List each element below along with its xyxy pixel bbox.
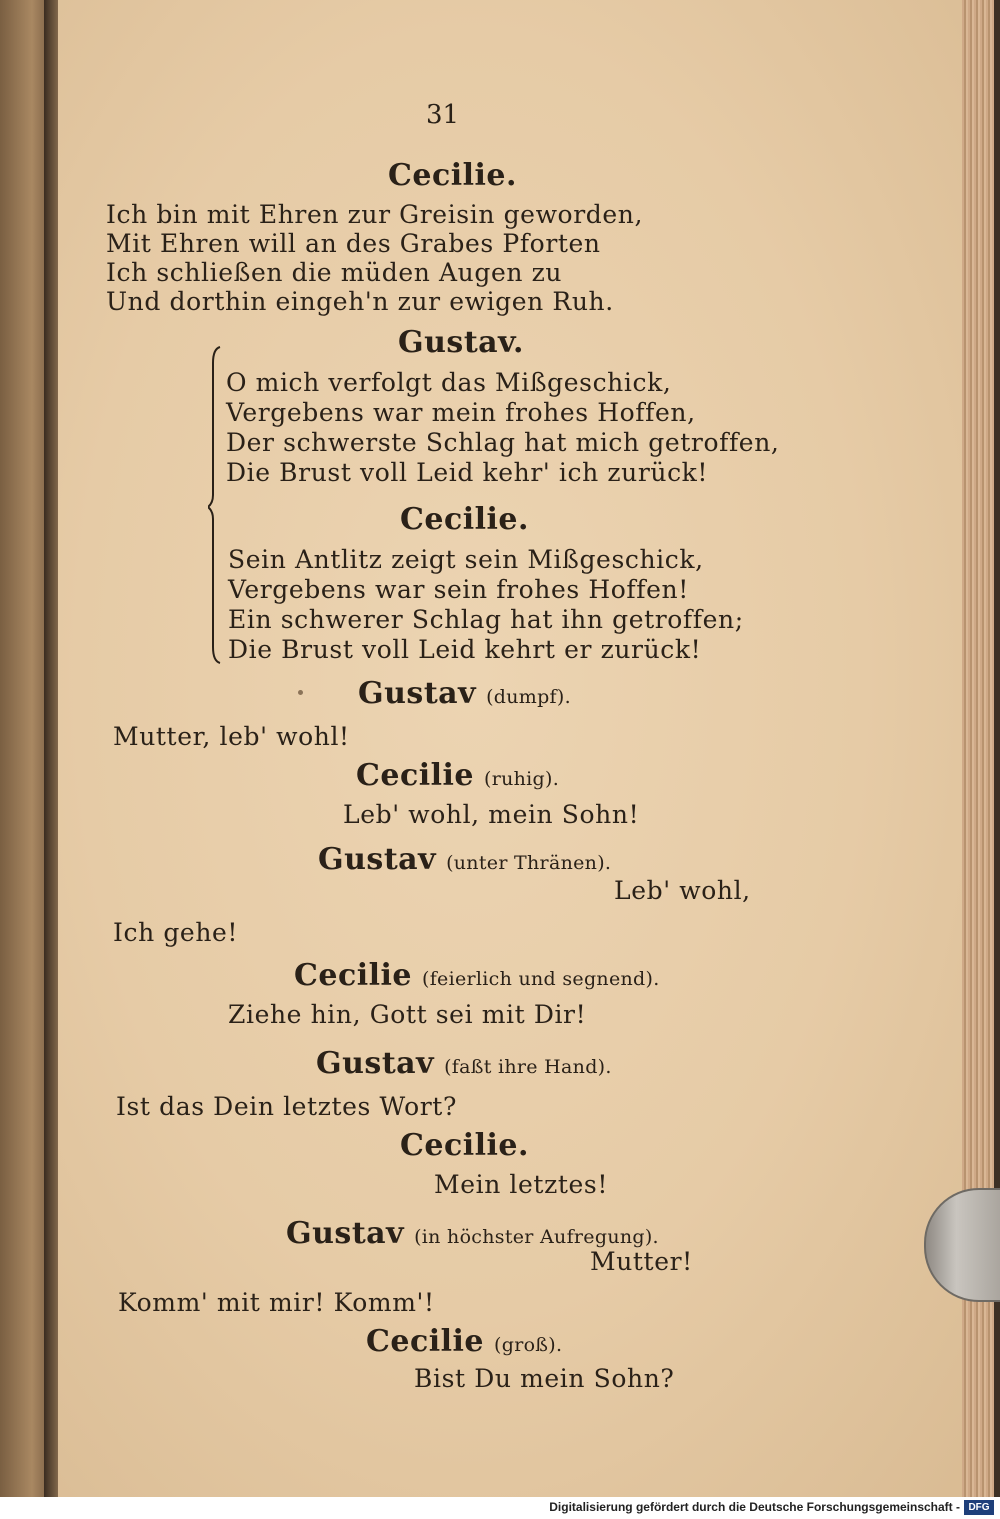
speaker-heading: Cecilie. [400, 502, 529, 537]
verse-line: Ein schwerer Schlag hat ihn getroffen; [228, 605, 744, 634]
speaker-heading: Cecilie. [388, 158, 517, 193]
speaker-heading [294, 958, 660, 993]
verse-line: Ich gehe! [113, 918, 239, 947]
verse-line: Mein letztes! [434, 1170, 608, 1199]
verse-line: Ich schließen die müden Augen zu [106, 258, 563, 287]
stage-direction: (feierlich und segnend). [422, 968, 660, 990]
speaker-heading: Cecilie. [400, 1128, 529, 1163]
verse-line: Die Brust voll Leid kehr' ich zurück! [226, 458, 709, 487]
speaker-name: Cecilie [294, 958, 413, 993]
verse-line: Vergebens war sein frohes Hoffen! [228, 575, 689, 604]
dfg-logo-icon: DFG [964, 1500, 994, 1515]
stage-direction: (in höchster Aufregung). [414, 1226, 659, 1248]
speaker-heading [286, 1216, 659, 1251]
verse-line: Der schwerste Schlag hat mich getroffen, [226, 428, 780, 457]
verse-line: Die Brust voll Leid kehrt er zurück! [228, 635, 702, 664]
stage-direction: (groß). [494, 1334, 563, 1356]
book-page [58, 0, 976, 1497]
verse-line: Vergebens war mein frohes Hoffen, [226, 398, 696, 427]
stage-direction: (dumpf). [486, 686, 571, 708]
speaker-heading [366, 1324, 562, 1359]
stage-direction: (faßt ihre Hand). [444, 1056, 612, 1078]
print-speck [298, 690, 303, 695]
speaker-heading [316, 1046, 612, 1081]
verse-line: Komm' mit mir! Komm'! [118, 1288, 435, 1317]
speaker-heading: Gustav. [398, 325, 524, 360]
verse-brace [208, 345, 222, 665]
verse-line: Mutter, leb' wohl! [113, 722, 350, 751]
speaker-heading [358, 676, 571, 711]
verse-line: Ist das Dein letztes Wort? [116, 1092, 457, 1121]
speaker-name: Cecilie [356, 758, 475, 793]
verse-line: Ich bin mit Ehren zur Greisin geworden, [106, 200, 644, 229]
speaker-name: Gustav [358, 676, 477, 711]
verse-line: Mutter! [590, 1247, 693, 1276]
digitization-credit: Digitalisierung gefördert durch die Deutsche Forschungsgemeinschaft - [549, 1500, 960, 1514]
verse-line: Leb' wohl, mein Sohn! [343, 800, 640, 829]
speaker-heading [356, 758, 559, 793]
speaker-heading [318, 842, 611, 877]
verse-line: Bist Du mein Sohn? [414, 1364, 675, 1393]
verse-line: Und dorthin eingeh'n zur ewigen Ruh. [106, 287, 614, 316]
verse-line: Sein Antlitz zeigt sein Mißgeschick, [228, 545, 704, 574]
stage-direction: (ruhig). [484, 768, 560, 790]
verse-line: Mit Ehren will an des Grabes Pforten [106, 229, 601, 258]
verse-line: Leb' wohl, [614, 876, 751, 905]
speaker-name: Gustav [286, 1216, 405, 1251]
stage-direction: (unter Thränen). [446, 852, 612, 874]
page-number: 31 [426, 100, 460, 130]
verse-line: O mich verfolgt das Mißgeschick, [226, 368, 672, 397]
speaker-name: Gustav [318, 842, 437, 877]
speaker-name: Cecilie [366, 1324, 485, 1359]
speaker-name: Gustav [316, 1046, 435, 1081]
verse-line: Ziehe hin, Gott sei mit Dir! [228, 1000, 587, 1029]
